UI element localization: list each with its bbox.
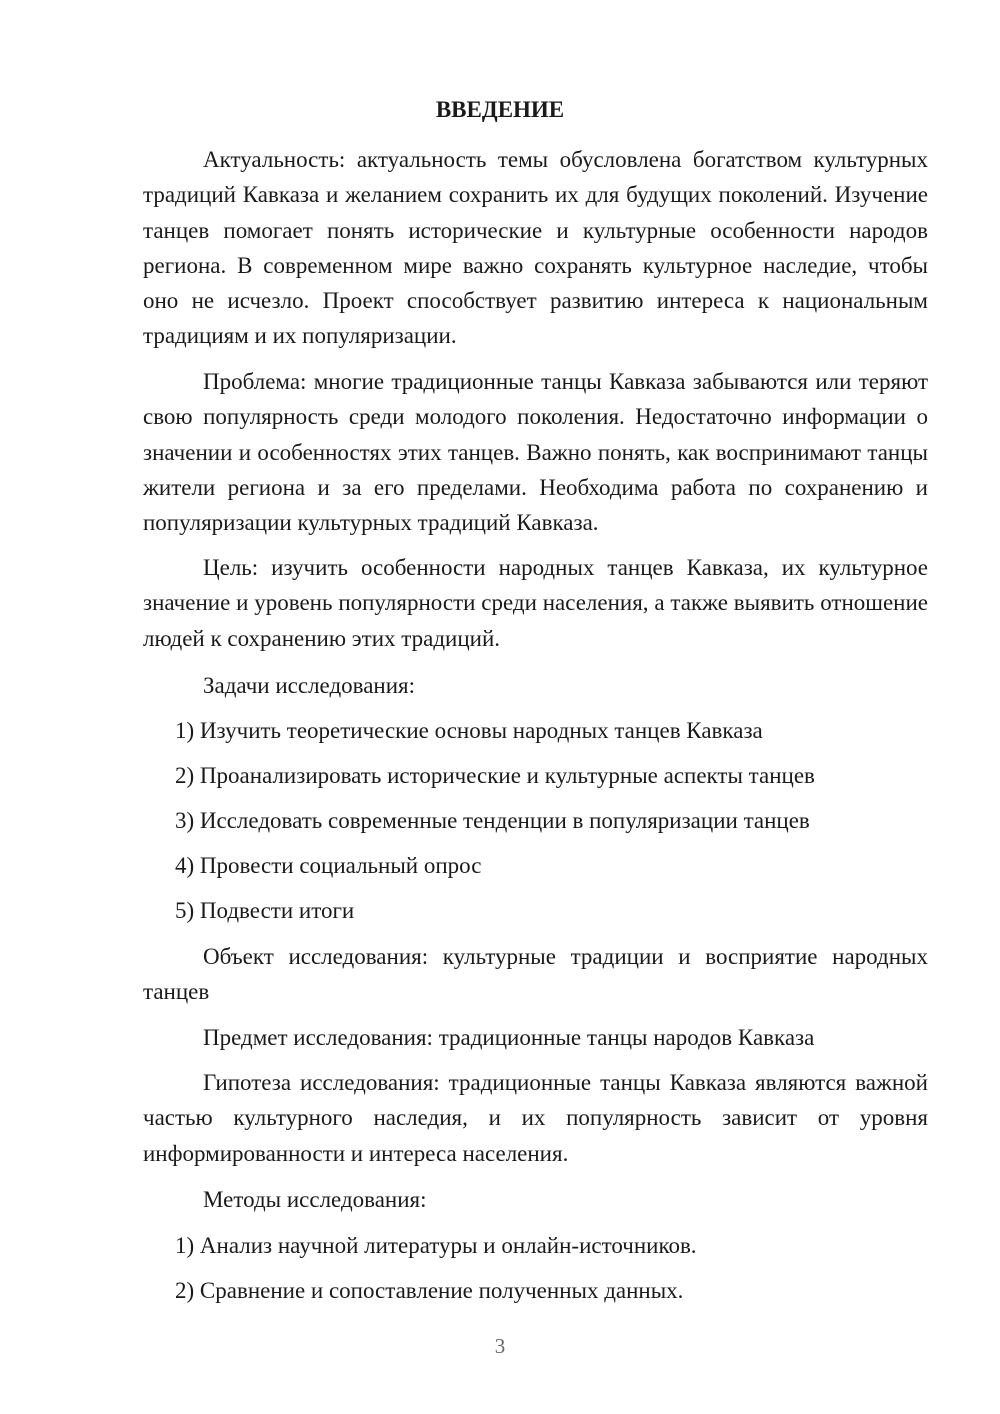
tasks-heading: Задачи исследования: <box>203 673 416 698</box>
method-item: 2) Сравнение и сопоставление полученных данных. <box>175 1278 684 1303</box>
page-number: 3 <box>494 1334 506 1358</box>
hypothesis-paragraph: Гипотеза исследования: традиционные танцы Кавказа являются важной частью культурного наследия, и их популярность зависит от уровня информированности и интереса населения. <box>143 1070 928 1166</box>
method-item: 1) Анализ научной литературы и онлайн-источников. <box>175 1233 697 1258</box>
object-paragraph: Объект исследования: культурные традиции и восприятие народных танцев <box>143 944 928 1005</box>
subject-paragraph: Предмет исследования: традиционные танцы народов Кавказа <box>203 1025 815 1050</box>
task-item: 5) Подвести итоги <box>175 898 355 923</box>
task-item: 3) Исследовать современные тенденции в популяризации танцев <box>175 808 810 833</box>
problem-paragraph: Проблема: многие традиционные танцы Кавказа забываются или теряют свою популярность среди молодого поколения. Недостаточно информации о значении и особенностях этих танцев. Важно понять, как воспринимают танцы жители региона и за его пределами. Необходима работа по сохранению и популяризации культурных традиций Кавказа. <box>143 369 928 536</box>
methods-heading: Методы исследования: <box>203 1187 427 1212</box>
task-item: 2) Проанализировать исторические и культурные аспекты танцев <box>175 763 815 788</box>
page-title: ВВЕДЕНИЕ <box>435 97 565 122</box>
relevance-paragraph: Актуальность: актуальность темы обусловлена богатством культурных традиций Кавказа и желанием сохранить их для будущих поколений. Изучение танцев помогает понять исторические и культурные особенности народов региона. В современном мире важно сохранять культурное наследие, чтобы оно не исчезло. Проект способствует развитию интереса к национальным традициям и их популяризации. <box>143 147 928 349</box>
task-item: 1) Изучить теоретические основы народных танцев Кавказа <box>175 718 763 743</box>
task-item: 4) Провести социальный опрос <box>175 853 482 878</box>
goal-paragraph: Цель: изучить особенности народных танцев Кавказа, их культурное значение и уровень популярности среди населения, а также выявить отношение людей к сохранению этих традиций. <box>143 555 928 651</box>
